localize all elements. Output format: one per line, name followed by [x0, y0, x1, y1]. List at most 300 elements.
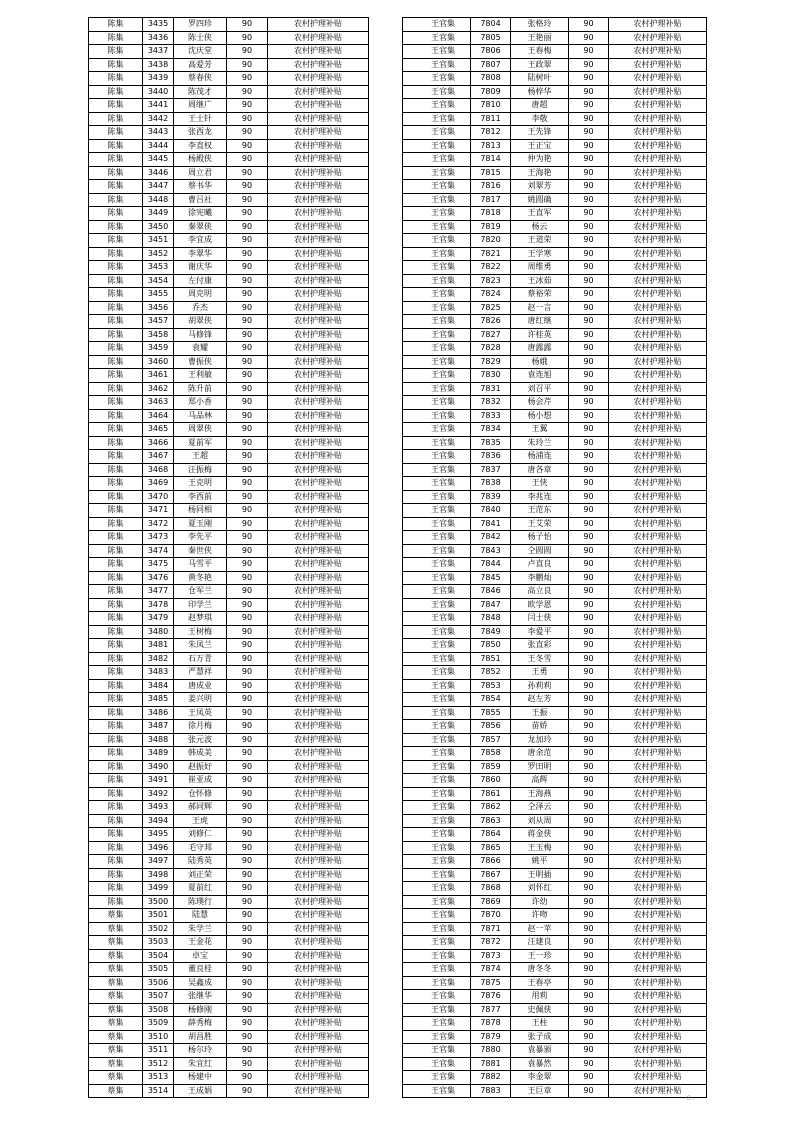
cell-village: 陈集	[89, 747, 143, 761]
cell-village: 王官集	[403, 1084, 471, 1098]
cell-name: 夏前红	[174, 882, 227, 896]
cell-category: 农村护理补贴	[609, 31, 707, 45]
cell-category: 农村护理补贴	[609, 976, 707, 990]
cell-village: 陈集	[89, 625, 143, 639]
cell-category: 农村护理补贴	[268, 976, 369, 990]
cell-name: 徐宪曦	[174, 207, 227, 221]
cell-amount: 90	[227, 382, 268, 396]
cell-village: 陈集	[89, 612, 143, 626]
cell-village: 王官集	[403, 895, 471, 909]
cell-category: 农村护理补贴	[268, 85, 369, 99]
cell-village: 王官集	[403, 639, 471, 653]
cell-category: 农村护理补贴	[268, 666, 369, 680]
cell-village: 王官集	[403, 976, 471, 990]
cell-number: 7879	[471, 1030, 511, 1044]
table-row	[403, 261, 707, 275]
table-row	[89, 274, 369, 288]
cell-village: 王官集	[403, 45, 471, 59]
table-row	[403, 72, 707, 86]
cell-name: 王虎	[174, 814, 227, 828]
cell-number: 3454	[143, 274, 174, 288]
cell-amount: 90	[227, 166, 268, 180]
cell-number: 3485	[143, 693, 174, 707]
cell-name: 李爱平	[511, 625, 569, 639]
table-row	[89, 760, 369, 774]
cell-village: 陈集	[89, 342, 143, 356]
table-row	[89, 288, 369, 302]
cell-amount: 90	[569, 436, 609, 450]
cell-category: 农村护理补贴	[609, 234, 707, 248]
cell-village: 王官集	[403, 220, 471, 234]
cell-number: 3509	[143, 1017, 174, 1031]
cell-number: 7857	[471, 733, 511, 747]
cell-name: 王明插	[511, 868, 569, 882]
cell-number: 7839	[471, 490, 511, 504]
cell-category: 农村护理补贴	[609, 517, 707, 531]
cell-name: 张继华	[174, 990, 227, 1004]
cell-category: 农村护理补贴	[609, 814, 707, 828]
cell-amount: 90	[569, 193, 609, 207]
cell-number: 7868	[471, 882, 511, 896]
cell-category: 农村护理补贴	[609, 58, 707, 72]
table-row	[89, 1017, 369, 1031]
cell-amount: 90	[569, 1084, 609, 1098]
cell-amount: 90	[569, 85, 609, 99]
cell-number: 7878	[471, 1017, 511, 1031]
cell-amount: 90	[227, 882, 268, 896]
cell-village: 王官集	[403, 706, 471, 720]
cell-name: 马雪平	[174, 558, 227, 572]
cell-name: 王春梅	[511, 45, 569, 59]
cell-category: 农村护理补贴	[609, 855, 707, 869]
cell-category: 农村护理补贴	[268, 139, 369, 153]
cell-number: 7849	[471, 625, 511, 639]
cell-number: 3487	[143, 720, 174, 734]
cell-category: 农村护理补贴	[609, 112, 707, 126]
cell-name: 用莉	[511, 990, 569, 1004]
cell-village: 陈集	[89, 315, 143, 329]
cell-name: 高爱芳	[174, 58, 227, 72]
cell-amount: 90	[569, 801, 609, 815]
table-row	[89, 342, 369, 356]
table-row	[403, 1017, 707, 1031]
table-row	[89, 45, 369, 59]
cell-number: 3479	[143, 612, 174, 626]
cell-category: 农村护理补贴	[268, 18, 369, 32]
cell-village: 陈集	[89, 760, 143, 774]
cell-village: 陈集	[89, 639, 143, 653]
table-row	[89, 733, 369, 747]
cell-amount: 90	[569, 625, 609, 639]
cell-number: 3489	[143, 747, 174, 761]
cell-number: 3505	[143, 963, 174, 977]
cell-number: 7833	[471, 409, 511, 423]
cell-amount: 90	[569, 1017, 609, 1031]
cell-name: 周维勇	[511, 261, 569, 275]
cell-amount: 90	[227, 828, 268, 842]
table-row	[403, 612, 707, 626]
cell-name: 袁暴然	[511, 1057, 569, 1071]
table-row	[89, 369, 369, 383]
cell-category: 农村护理补贴	[609, 220, 707, 234]
table-row	[89, 868, 369, 882]
cell-village: 王官集	[403, 234, 471, 248]
table-row	[403, 126, 707, 140]
cell-village: 陈集	[89, 666, 143, 680]
cell-village: 陈集	[89, 693, 143, 707]
cell-amount: 90	[569, 463, 609, 477]
cell-category: 农村护理补贴	[268, 477, 369, 491]
cell-name: 杨娥	[511, 355, 569, 369]
cell-name: 许幼	[511, 895, 569, 909]
cell-category: 农村护理补贴	[609, 531, 707, 545]
cell-category: 农村护理补贴	[268, 639, 369, 653]
cell-amount: 90	[569, 855, 609, 869]
cell-name: 龙加玲	[511, 733, 569, 747]
table-row	[403, 895, 707, 909]
cell-amount: 90	[569, 693, 609, 707]
cell-amount: 90	[227, 1044, 268, 1058]
cell-category: 农村护理补贴	[609, 85, 707, 99]
cell-category: 农村护理补贴	[268, 841, 369, 855]
cell-amount: 90	[227, 841, 268, 855]
table-row	[403, 180, 707, 194]
cell-name: 唐成业	[174, 679, 227, 693]
table-row	[403, 801, 707, 815]
cell-amount: 90	[569, 288, 609, 302]
cell-village: 王官集	[403, 517, 471, 531]
cell-amount: 90	[569, 369, 609, 383]
cell-category: 农村护理补贴	[268, 1044, 369, 1058]
cell-village: 王官集	[403, 936, 471, 950]
table-row	[89, 1071, 369, 1085]
cell-name: 毛守邦	[174, 841, 227, 855]
cell-category: 农村护理补贴	[609, 571, 707, 585]
cell-village: 蔡集	[89, 1003, 143, 1017]
cell-amount: 90	[569, 922, 609, 936]
cell-amount: 90	[227, 409, 268, 423]
cell-village: 王官集	[403, 922, 471, 936]
table-row	[89, 828, 369, 842]
cell-number: 3466	[143, 436, 174, 450]
cell-number: 3468	[143, 463, 174, 477]
cell-category: 农村护理补贴	[609, 72, 707, 86]
table-row	[89, 126, 369, 140]
cell-village: 王官集	[403, 207, 471, 221]
cell-category: 农村护理补贴	[268, 625, 369, 639]
cell-name: 苗娇	[511, 720, 569, 734]
table-row	[403, 814, 707, 828]
cell-amount: 90	[569, 585, 609, 599]
cell-number: 3501	[143, 909, 174, 923]
cell-name: 刘翠芳	[511, 180, 569, 194]
cell-category: 农村护理补贴	[268, 274, 369, 288]
cell-number: 3512	[143, 1057, 174, 1071]
cell-name: 胡翠侠	[174, 315, 227, 329]
cell-village: 王官集	[403, 625, 471, 639]
cell-category: 农村护理补贴	[609, 126, 707, 140]
cell-number: 3449	[143, 207, 174, 221]
cell-village: 蔡集	[89, 990, 143, 1004]
table-row	[403, 693, 707, 707]
cell-amount: 90	[227, 85, 268, 99]
cell-village: 王官集	[403, 18, 471, 32]
table-row	[89, 990, 369, 1004]
cell-amount: 90	[227, 315, 268, 329]
cell-amount: 90	[227, 855, 268, 869]
cell-number: 7822	[471, 261, 511, 275]
cell-village: 王官集	[403, 774, 471, 788]
cell-amount: 90	[227, 180, 268, 194]
cell-village: 王官集	[403, 139, 471, 153]
cell-amount: 90	[569, 450, 609, 464]
cell-number: 3498	[143, 868, 174, 882]
cell-number: 7882	[471, 1071, 511, 1085]
cell-name: 王士针	[174, 112, 227, 126]
cell-amount: 90	[227, 436, 268, 450]
cell-category: 农村护理补贴	[609, 1071, 707, 1085]
cell-amount: 90	[227, 288, 268, 302]
cell-name: 马修锋	[174, 328, 227, 342]
cell-number: 3440	[143, 85, 174, 99]
cell-village: 王官集	[403, 598, 471, 612]
cell-name: 崔亚成	[174, 774, 227, 788]
table-row	[89, 625, 369, 639]
cell-number: 7865	[471, 841, 511, 855]
cell-name: 刘召平	[511, 382, 569, 396]
cell-category: 农村护理补贴	[268, 652, 369, 666]
cell-name: 王利敏	[174, 369, 227, 383]
cell-amount: 90	[227, 342, 268, 356]
cell-name: 李鹏灿	[511, 571, 569, 585]
cell-category: 农村护理补贴	[609, 409, 707, 423]
cell-village: 蔡集	[89, 1017, 143, 1031]
cell-number: 3435	[143, 18, 174, 32]
cell-village: 陈集	[89, 463, 143, 477]
cell-amount: 90	[227, 207, 268, 221]
table-row	[89, 207, 369, 221]
cell-amount: 90	[227, 598, 268, 612]
table-row	[89, 517, 369, 531]
table-row	[89, 936, 369, 950]
cell-amount: 90	[227, 963, 268, 977]
cell-name: 王学寒	[511, 247, 569, 261]
table-row	[403, 463, 707, 477]
table-row	[403, 166, 707, 180]
table-row	[89, 720, 369, 734]
cell-number: 7838	[471, 477, 511, 491]
table-row	[403, 625, 707, 639]
cell-amount: 90	[227, 801, 268, 815]
cell-village: 陈集	[89, 85, 143, 99]
cell-category: 农村护理补贴	[268, 490, 369, 504]
cell-number: 3488	[143, 733, 174, 747]
table-row	[89, 450, 369, 464]
cell-name: 王玉梅	[511, 841, 569, 855]
cell-number: 7825	[471, 301, 511, 315]
table-row	[89, 153, 369, 167]
table-row	[89, 31, 369, 45]
cell-number: 7842	[471, 531, 511, 545]
cell-name: 马品林	[174, 409, 227, 423]
table-row	[403, 139, 707, 153]
cell-name: 朱宜红	[174, 1057, 227, 1071]
cell-village: 王官集	[403, 342, 471, 356]
cell-number: 7823	[471, 274, 511, 288]
cell-number: 7844	[471, 558, 511, 572]
cell-category: 农村护理补贴	[268, 679, 369, 693]
cell-number: 3455	[143, 288, 174, 302]
cell-village: 陈集	[89, 207, 143, 221]
cell-number: 7806	[471, 45, 511, 59]
cell-amount: 90	[569, 733, 609, 747]
cell-name: 孙莉莉	[511, 679, 569, 693]
cell-amount: 90	[569, 261, 609, 275]
cell-amount: 90	[227, 679, 268, 693]
cell-name: 唐红继	[511, 315, 569, 329]
cell-amount: 90	[227, 450, 268, 464]
cell-number: 3446	[143, 166, 174, 180]
table-row	[403, 841, 707, 855]
cell-village: 王官集	[403, 180, 471, 194]
left-table-body	[89, 18, 369, 1098]
cell-amount: 90	[569, 153, 609, 167]
cell-amount: 90	[227, 72, 268, 86]
table-row	[89, 855, 369, 869]
cell-amount: 90	[227, 693, 268, 707]
cell-name: 张西龙	[174, 126, 227, 140]
cell-name: 严慧祥	[174, 666, 227, 680]
cell-number: 7883	[471, 1084, 511, 1098]
table-row	[89, 558, 369, 572]
cell-number: 7875	[471, 976, 511, 990]
cell-amount: 90	[227, 760, 268, 774]
cell-village: 蔡集	[89, 922, 143, 936]
cell-category: 农村护理补贴	[268, 949, 369, 963]
cell-category: 农村护理补贴	[609, 328, 707, 342]
cell-amount: 90	[227, 558, 268, 572]
table-row	[403, 99, 707, 113]
cell-name: 石万青	[174, 652, 227, 666]
table-row	[89, 463, 369, 477]
cell-number: 7813	[471, 139, 511, 153]
cell-name: 王凤英	[174, 706, 227, 720]
cell-name: 许吻	[511, 909, 569, 923]
cell-village: 王官集	[403, 558, 471, 572]
cell-name: 吴鑫成	[174, 976, 227, 990]
cell-category: 农村护理补贴	[609, 922, 707, 936]
cell-village: 陈集	[89, 112, 143, 126]
cell-village: 陈集	[89, 355, 143, 369]
table-row	[89, 477, 369, 491]
cell-amount: 90	[227, 990, 268, 1004]
cell-amount: 90	[569, 396, 609, 410]
cell-category: 农村护理补贴	[609, 139, 707, 153]
table-row	[403, 112, 707, 126]
cell-number: 7805	[471, 31, 511, 45]
cell-number: 3451	[143, 234, 174, 248]
cell-category: 农村护理补贴	[268, 112, 369, 126]
table-row	[89, 882, 369, 896]
cell-category: 农村护理补贴	[609, 585, 707, 599]
cell-category: 农村护理补贴	[268, 31, 369, 45]
cell-name: 唐余范	[511, 747, 569, 761]
cell-category: 农村护理补贴	[609, 747, 707, 761]
table-row	[403, 342, 707, 356]
cell-name: 曹吕社	[174, 193, 227, 207]
cell-village: 王官集	[403, 382, 471, 396]
cell-name: 仓怀修	[174, 787, 227, 801]
cell-village: 王官集	[403, 720, 471, 734]
cell-number: 3486	[143, 706, 174, 720]
cell-amount: 90	[227, 490, 268, 504]
cell-number: 3442	[143, 112, 174, 126]
cell-category: 农村护理补贴	[268, 288, 369, 302]
cell-number: 7829	[471, 355, 511, 369]
cell-number: 7817	[471, 193, 511, 207]
cell-category: 农村护理补贴	[268, 517, 369, 531]
table-row	[403, 571, 707, 585]
cell-name: 陈璞行	[174, 895, 227, 909]
table-row	[89, 787, 369, 801]
table-row	[89, 139, 369, 153]
cell-number: 7811	[471, 112, 511, 126]
cell-name: 王冬雪	[511, 652, 569, 666]
cell-village: 陈集	[89, 166, 143, 180]
cell-number: 7837	[471, 463, 511, 477]
cell-village: 王官集	[403, 1030, 471, 1044]
cell-name: 沈庆堂	[174, 45, 227, 59]
cell-village: 王官集	[403, 288, 471, 302]
cell-category: 农村护理补贴	[268, 1017, 369, 1031]
cell-village: 陈集	[89, 261, 143, 275]
cell-village: 陈集	[89, 382, 143, 396]
cell-name: 唐超	[511, 99, 569, 113]
cell-amount: 90	[227, 504, 268, 518]
cell-amount: 90	[569, 180, 609, 194]
table-row	[89, 301, 369, 315]
cell-village: 陈集	[89, 814, 143, 828]
cell-amount: 90	[227, 112, 268, 126]
cell-name: 王翼	[511, 423, 569, 437]
cell-village: 王官集	[403, 868, 471, 882]
cell-name: 朱凤兰	[174, 639, 227, 653]
cell-number: 7850	[471, 639, 511, 653]
cell-village: 陈集	[89, 369, 143, 383]
cell-village: 王官集	[403, 436, 471, 450]
cell-name: 高立良	[511, 585, 569, 599]
cell-village: 陈集	[89, 706, 143, 720]
cell-category: 农村护理补贴	[609, 706, 707, 720]
cell-village: 王官集	[403, 31, 471, 45]
cell-village: 陈集	[89, 180, 143, 194]
cell-name: 袁连旭	[511, 369, 569, 383]
cell-amount: 90	[227, 774, 268, 788]
table-row	[89, 180, 369, 194]
cell-name: 蒋金侠	[511, 828, 569, 842]
cell-number: 7867	[471, 868, 511, 882]
table-row	[403, 234, 707, 248]
cell-amount: 90	[227, 1057, 268, 1071]
cell-village: 王官集	[403, 58, 471, 72]
cell-amount: 90	[569, 841, 609, 855]
cell-village: 陈集	[89, 733, 143, 747]
cell-category: 农村护理补贴	[609, 774, 707, 788]
cell-number: 7854	[471, 693, 511, 707]
cell-number: 3506	[143, 976, 174, 990]
cell-category: 农村护理补贴	[268, 153, 369, 167]
cell-category: 农村护理补贴	[609, 288, 707, 302]
